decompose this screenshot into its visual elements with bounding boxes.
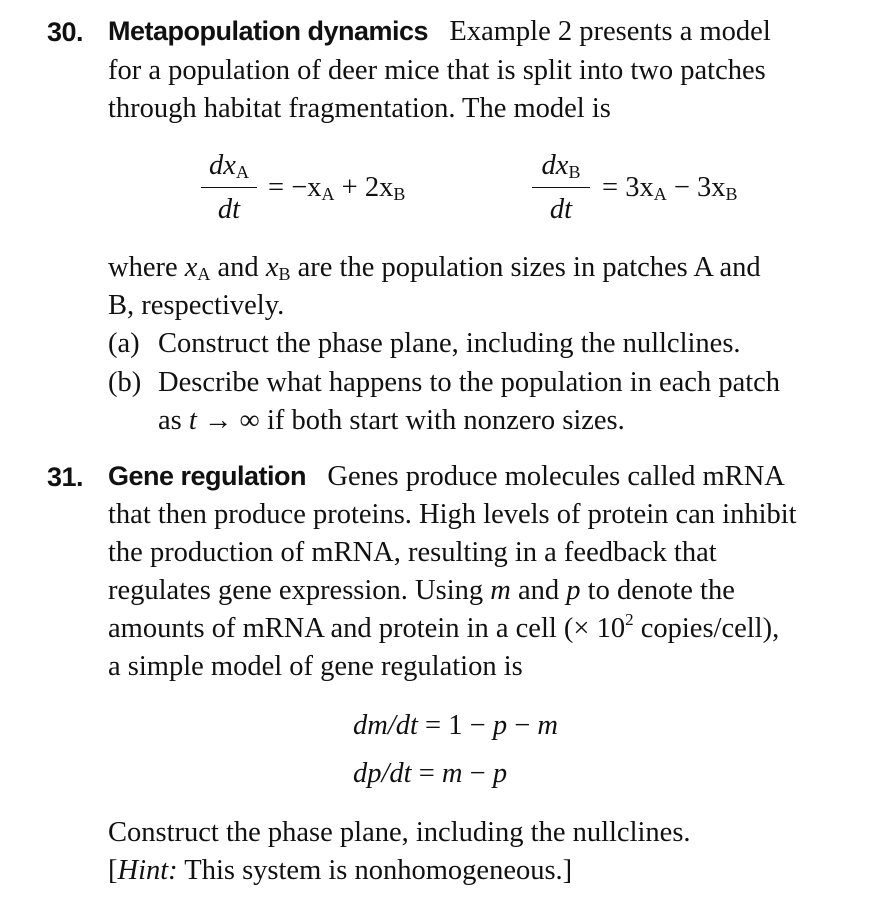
fraction-numerator: $dx_B$ [541, 150, 581, 182]
closing-text: Construct the phase plane, including the nullclines. [108, 817, 691, 848]
body-text: regulates gene expression. Using m and p to denote the [108, 575, 735, 606]
fraction-dxa-dt [201, 152, 257, 225]
equation-dp-dt: dp/dt = m − p [353, 758, 508, 789]
fraction-denominator: dt [217, 194, 241, 226]
body-text: a simple model of gene regulation is [108, 651, 523, 682]
intro-text: Example 2 presents a model [449, 16, 771, 47]
fraction-denominator: dt [549, 194, 573, 226]
part-b-text: Describe what happens to the population in each patch [158, 367, 781, 398]
equation-dm-dt: dm/dt = 1 − p − m [353, 710, 558, 741]
problem-31-first-line: Gene regulation Genes produce molecules called mRNA [108, 461, 785, 492]
part-a-label: (a) [108, 328, 140, 359]
part-b-label: (b) [108, 367, 142, 398]
part-b-text-2: as t → ∞ if both start with nonzero sizes. [158, 405, 625, 436]
where-line-2: B, respectively. [108, 290, 285, 321]
intro-text: for a population of deer mice that is split into two patches [108, 55, 766, 86]
equation-b-rhs: = $3x_A - 3x_B$ [602, 172, 738, 204]
arrow-infinity: → ∞ [196, 405, 260, 436]
fraction-dxb-dt [532, 152, 590, 225]
problem-number: 30. [47, 17, 84, 47]
body-text: the production of mRNA, resulting in a feedback that [108, 537, 717, 568]
where-line: where $x_A$ and $x_B$ are the population sizes in patches A and [108, 252, 761, 284]
problem-30-first-line [108, 18, 771, 47]
problem-number: 31. [47, 462, 84, 492]
intro-text: through habitat fragmentation. The model is [108, 93, 611, 124]
body-text: amounts of mRNA and protein in a cell (× $10^2$ copies/cell), [108, 610, 780, 644]
body-text: that then produce proteins. High levels of protein can inhibit [108, 499, 797, 530]
problem-title: Metapopulation dynamics [108, 16, 429, 46]
part-a-text: Construct the phase plane, including the nullclines. [158, 328, 741, 359]
equation-a-rhs: = $-x_A + 2x_B$ [268, 172, 406, 204]
fraction-numerator: $dx_A$ [209, 150, 249, 182]
hint-text: [Hint: This system is nonhomogeneous.] [108, 855, 573, 886]
problem-title: Gene regulation [108, 461, 307, 491]
